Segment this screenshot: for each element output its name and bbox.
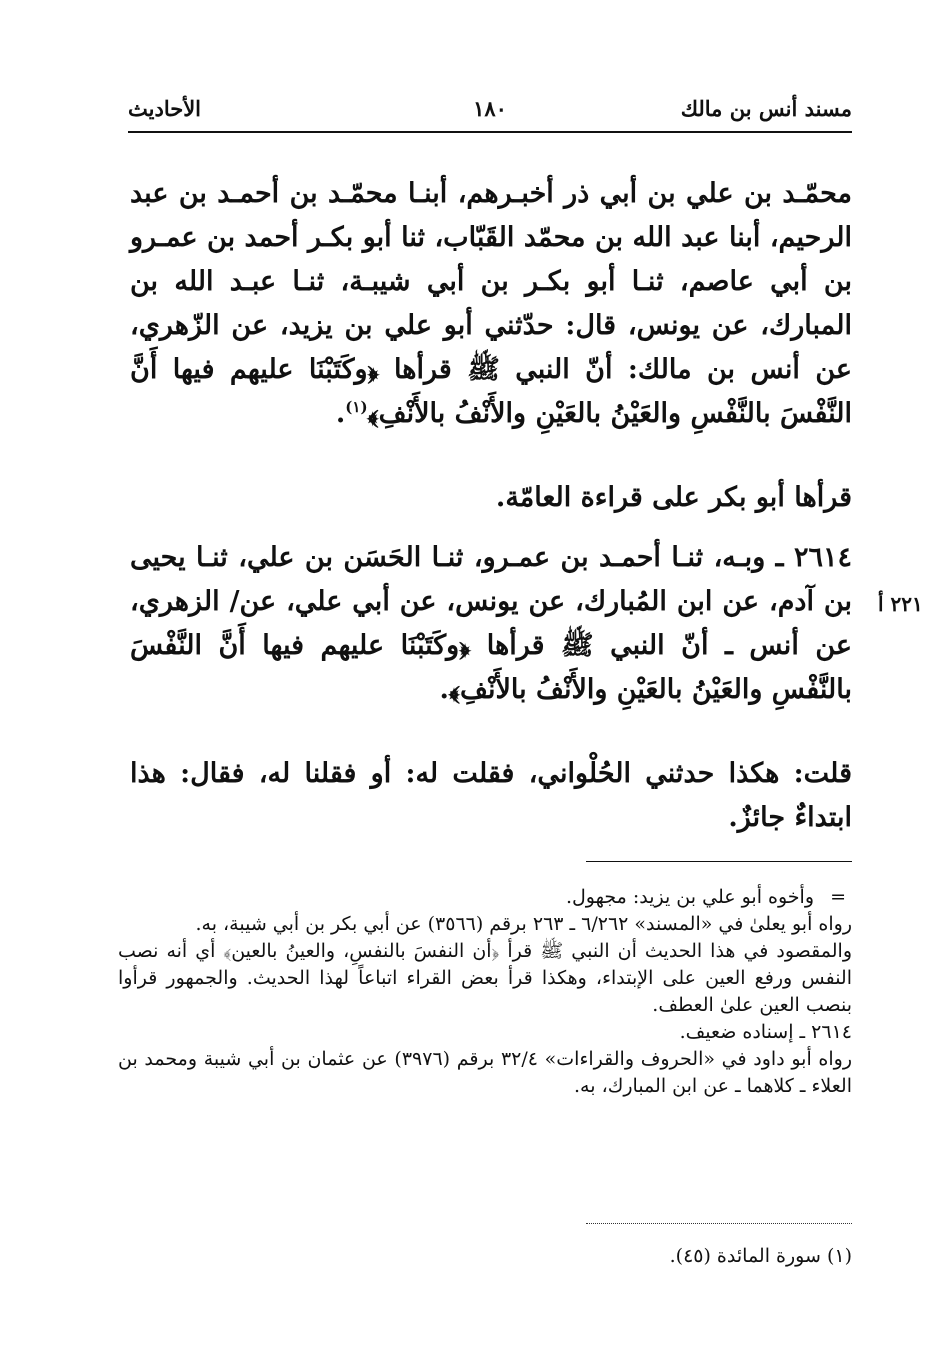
footnote-text: ـ إسناده ضعيف. <box>679 1021 806 1043</box>
comment-paragraph: قرأها أبو بكر على قراءة العامّة. <box>495 482 852 513</box>
footnote-reference: (١) <box>345 398 368 416</box>
footnote-hadith-number: ٢٦١٤ <box>811 1021 852 1043</box>
footnote-line: والمقصود في هذا الحديث أن النبي ﷺ قرأ ﴿أن النفسَ بالنفسِ، والعينُ بالعين﴾ أي أنه نصب النفس ورفع العين على الإبتداء، وهكذا قرأ بعض القراء اتباعاً لهذا الحديث. والجمهور قرأوا بنصب العين علىٰ العطف. <box>118 940 852 1016</box>
comment-paragraph-2: قلت: هكذا حدثني الحُلْواني، فقلت له: أو فقلنا له، فقال: هذا ابتداءٌ جائزٌ. <box>130 758 852 833</box>
page-header <box>128 96 852 130</box>
footnote-line: رواه أبو داود في «الحروف والقراءات» ٣٢/٤ برقم (٣٩٧٦) عن عثمان بن أبي شيبة ومحمد بن العلاء ـ كلاهما ـ عن ابن المبارك، به. <box>118 1048 852 1097</box>
footnotes <box>118 884 852 1100</box>
paragraph-text: محمّـد بن علي بن أبي ذر أخبـرهم، أبنـا محمّـد بن أحمـد بن عبد الرحيم، أبنا عبد الله بن محمّد القَبّاب، ثنا أبو بكـر أحمد بن عمـرو بن أبي عاصم، ثنـا أبو بكـر بن أبي شيبـة، ثنـا عبـد الله بن المبارك، عن يونس، قال: حدّثني أبو علي بن يزيد، عن الزّهري، عن أنس بن مالك: أنّ النبي ﷺ قرأها ﴿وكَتَبْنَا عليهم فيها أَنَّ النَّفْسَ بالنَّفْسِ والعَيْنُ بالعَيْنِ والأَنْفُ بالأَنْفِ﴾ <box>130 178 852 429</box>
paragraph-end: . <box>335 398 346 429</box>
footnote-divider <box>586 861 852 862</box>
book-title: مسند أنس بن مالك <box>680 96 852 121</box>
footnote-line: رواه أبو يعلىٰ في «المسند» ٦/٢٦٢ ـ ٢٦٣ برقم (٣٥٦٦) عن أبي بكر بن أبي شيبة، به. <box>195 913 852 935</box>
continuation-mark: = <box>830 886 846 908</box>
hadith-2614-paragraph: ٢٦١٤ ـ وبـه، ثنـا أحمـد بن عمـرو، ثنـا الحَسَن بن علي، ثنـا يحيى بن آدم، عن ابن المُبارك، عن يونس، عن أبي علي، عن/ الزهري، عن أنس ـ أنّ النبي ﷺ قرأها ﴿وكَتَبْنَا عليهم فيها أَنَّ النَّفْسَ بالنَّفْسِ والعَيْنُ بالعَيْنِ والأَنْفُ بالأَنْفِ﴾. <box>130 542 852 705</box>
footnote-line <box>118 884 852 911</box>
page-number: ١٨٠ <box>473 96 507 121</box>
hadith-paragraph <box>130 172 852 436</box>
quran-reference-footnote: (١) سورة المائدة (٤٥). <box>669 1245 852 1267</box>
footnote-line <box>118 1019 852 1046</box>
bottom-footnote-divider <box>586 1223 852 1224</box>
footnote-text: وأخوه أبو علي بن يزيد: مجهول. <box>565 886 814 908</box>
manuscript-folio-note: ٢٢١ أ <box>878 592 923 616</box>
section-title: الأحاديث <box>128 96 202 121</box>
header-divider <box>128 131 852 133</box>
